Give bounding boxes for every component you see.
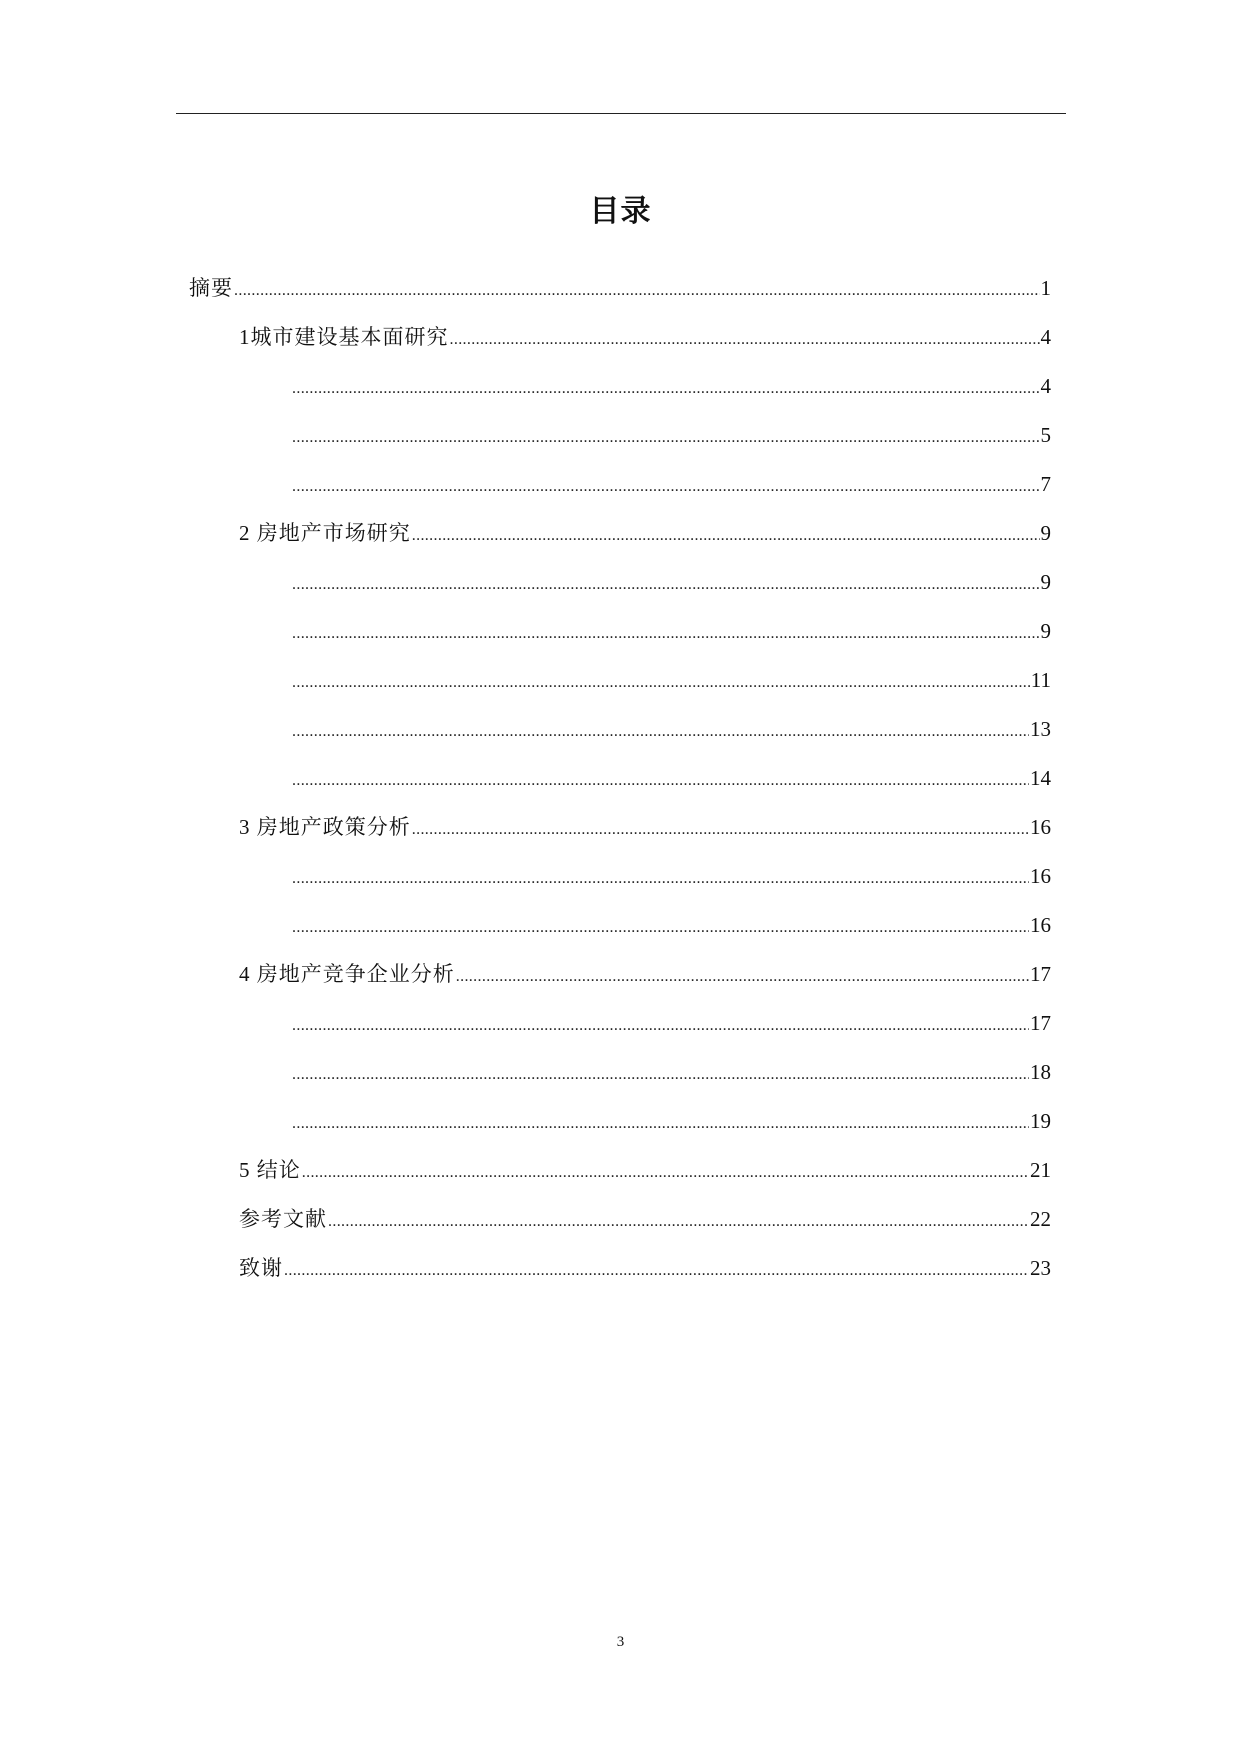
dot-leader (292, 475, 1040, 499)
toc-entry-page: 22 (1030, 1207, 1051, 1231)
dot-leader (292, 916, 1029, 940)
toc-entry[interactable] (239, 1207, 1051, 1256)
toc-entry-page: 16 (1030, 864, 1051, 888)
toc-entry-page: 11 (1030, 668, 1051, 692)
toc-entry-page: 4 (1040, 325, 1051, 349)
toc-entry[interactable] (291, 374, 1051, 423)
dot-leader (292, 671, 1030, 695)
toc-entry-page: 14 (1030, 766, 1051, 790)
toc-entry-page: 17 (1030, 962, 1051, 986)
toc-entry-title: 3 房地产政策分析 (239, 815, 411, 839)
toc-entry[interactable] (239, 521, 1051, 570)
dot-leader (284, 1259, 1029, 1283)
toc-entry-title: 摘要 (189, 276, 233, 300)
toc-entry-page: 13 (1030, 717, 1051, 741)
toc-entry[interactable] (291, 668, 1051, 717)
table-of-contents (0, 276, 1241, 1305)
toc-entry[interactable] (291, 766, 1051, 815)
toc-entry[interactable] (291, 423, 1051, 472)
dot-leader (292, 1063, 1029, 1087)
toc-entry[interactable] (291, 1109, 1051, 1158)
toc-entry-page: 5 (1040, 423, 1051, 447)
header-rule (176, 113, 1066, 114)
toc-title: 目录 (589, 194, 652, 229)
toc-entry-page: 7 (1040, 472, 1051, 496)
toc-entry[interactable] (291, 864, 1051, 913)
toc-entry[interactable] (291, 717, 1051, 766)
toc-entry[interactable] (291, 619, 1051, 668)
toc-entry[interactable] (239, 1158, 1051, 1207)
dot-leader (456, 965, 1029, 989)
toc-entry[interactable] (291, 1060, 1051, 1109)
toc-entry-title: 4 房地产竞争企业分析 (239, 962, 455, 986)
dot-leader (292, 867, 1029, 891)
dot-leader (234, 279, 1040, 303)
dot-leader (292, 720, 1029, 744)
dot-leader (292, 426, 1040, 450)
toc-entry-page: 16 (1030, 913, 1051, 937)
dot-leader (412, 524, 1040, 548)
toc-entry[interactable] (291, 913, 1051, 962)
toc-entry[interactable] (291, 1011, 1051, 1060)
toc-entry-page: 23 (1030, 1256, 1051, 1280)
toc-entry-page: 4 (1040, 374, 1051, 398)
toc-entry-page: 18 (1030, 1060, 1051, 1084)
dot-leader (292, 573, 1040, 597)
toc-entry-title: 致谢 (239, 1256, 283, 1280)
toc-entry-page: 21 (1030, 1158, 1051, 1182)
toc-entry-page: 16 (1030, 815, 1051, 839)
dot-leader (292, 622, 1040, 646)
toc-entry-page: 1 (1040, 276, 1051, 300)
toc-entry-title: 2 房地产市场研究 (239, 521, 411, 545)
toc-entry-page: 9 (1040, 619, 1051, 643)
toc-entry[interactable] (239, 962, 1051, 1011)
dot-leader (302, 1161, 1029, 1185)
toc-entry-title: 5 结论 (239, 1158, 301, 1182)
toc-entry[interactable] (239, 325, 1051, 374)
page-number: 3 (616, 1634, 625, 1650)
toc-entry[interactable] (189, 276, 1051, 325)
toc-entry-page: 19 (1030, 1109, 1051, 1133)
toc-entry-page: 9 (1040, 570, 1051, 594)
dot-leader (450, 328, 1040, 352)
toc-entry-page: 17 (1030, 1011, 1051, 1035)
toc-entry[interactable] (239, 815, 1051, 864)
dot-leader (412, 818, 1029, 842)
dot-leader (328, 1210, 1029, 1234)
toc-entry-title: 1城市建设基本面研究 (239, 325, 449, 349)
toc-entry-page: 9 (1040, 521, 1051, 545)
toc-entry[interactable] (239, 1256, 1051, 1305)
dot-leader (292, 1112, 1029, 1136)
toc-entry[interactable] (291, 570, 1051, 619)
toc-entry-title: 参考文献 (239, 1207, 327, 1231)
dot-leader (292, 769, 1029, 793)
toc-entry[interactable] (291, 472, 1051, 521)
dot-leader (292, 1014, 1029, 1038)
dot-leader (292, 377, 1040, 401)
